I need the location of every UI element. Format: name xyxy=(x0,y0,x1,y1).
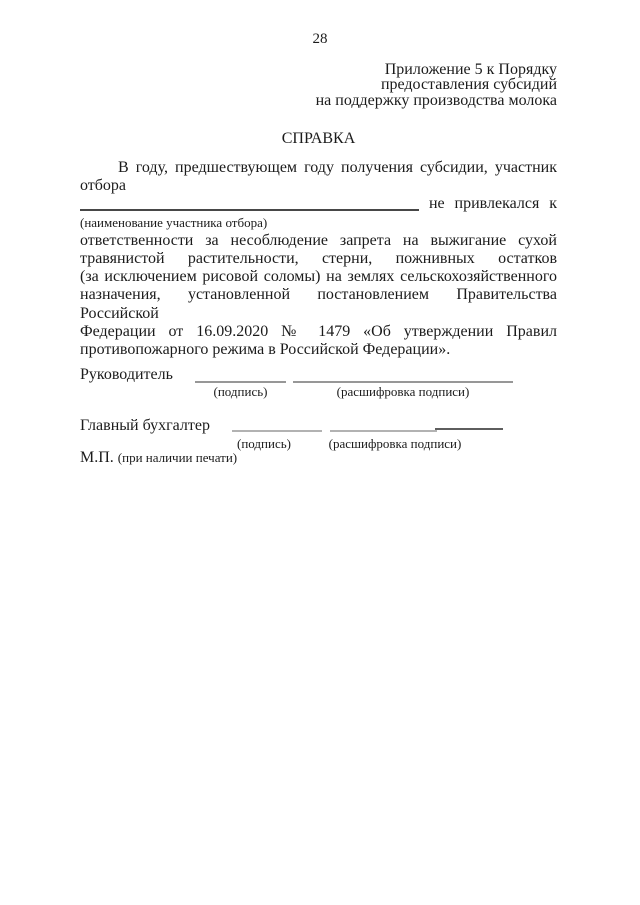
signature-line-director-name xyxy=(293,381,513,383)
body-paragraph xyxy=(80,159,557,359)
body-line: В году, предшествующем году получения субсидии, участник отбора xyxy=(80,159,557,195)
body-line: ответственности за несоблюдение запрета на выжигание сухой xyxy=(80,231,557,249)
appendix-line: на поддержку производства молока xyxy=(315,91,557,109)
body-line: травянистой растительности, стерни, пожнивных остатков xyxy=(80,250,557,268)
appendix-line: Приложение 5 к Порядку xyxy=(384,61,557,78)
blank-field-caption: (наименование участника отбора) xyxy=(80,214,268,230)
appendix-reference-block xyxy=(80,62,557,108)
body-line: (за исключением рисовой соломы) на землях сельскохозяйственного xyxy=(80,268,557,286)
signature-line-director-sign xyxy=(195,381,286,383)
stamp-note: (при наличии печати) xyxy=(117,450,238,465)
signature-line-accountant-name xyxy=(330,430,437,432)
body-line: противопожарного режима в Российской Федерации». xyxy=(80,341,451,359)
body-line-with-blank xyxy=(80,195,557,213)
signature-line-accountant-sign xyxy=(232,430,322,432)
signature-line-accountant-name-overlap xyxy=(435,428,503,430)
stamp-abbr: М.П. xyxy=(80,449,114,466)
blank-underline xyxy=(80,208,419,211)
appendix-line: предоставления субсидий xyxy=(380,76,557,94)
document-title: СПРАВКА xyxy=(281,130,356,147)
signature-caption-sign: (подпись) xyxy=(213,384,268,399)
stamp-row xyxy=(80,449,237,467)
body-line-suffix: не привлекался к xyxy=(428,195,558,213)
signature-caption-sign: (подпись) xyxy=(237,436,291,451)
body-line: назначения, установленной постановлением Правительства Российской xyxy=(80,286,557,322)
signature-label-director: Руководитель xyxy=(80,366,173,383)
page-number: 28 xyxy=(312,31,328,47)
signature-label-chief-accountant: Главный бухгалтер xyxy=(80,417,210,434)
signature-caption-name: (расшифровка подписи) xyxy=(336,384,470,399)
body-line: Федерации от 16.09.2020 № 1479 «Об утверждении Правил xyxy=(80,322,557,340)
signature-caption-name: (расшифровка подписи) xyxy=(328,436,462,451)
